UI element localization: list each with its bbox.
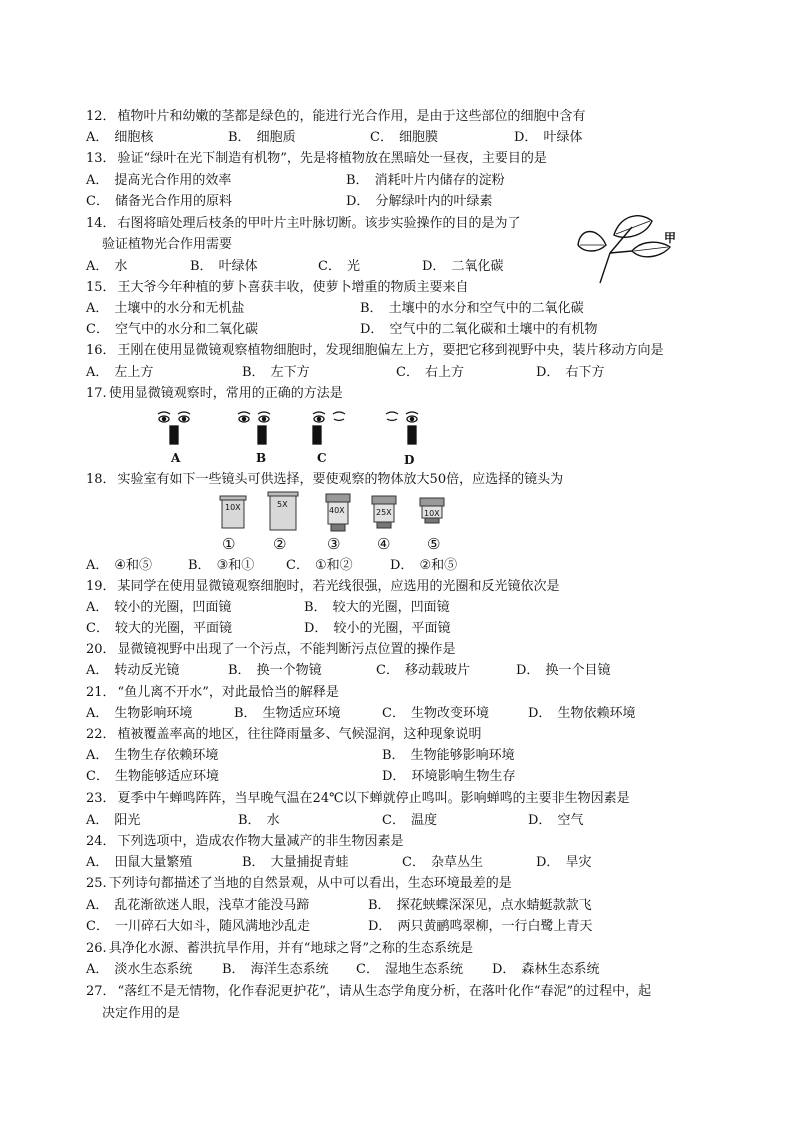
option-c[interactable]: C． 较大的光圈，平面镜 <box>86 621 232 636</box>
option-a[interactable]: A． 阳光 <box>86 813 141 828</box>
question-12: 12． 植物叶片和幼嫩的茎都是绿色的，能进行光合作用，是由于这些部位的细胞中含有 <box>86 109 586 124</box>
option-a[interactable]: A． 生物生存依赖环境 <box>86 748 219 763</box>
lens-4-mark: 25X <box>376 508 392 517</box>
lens-2-mark: 5X <box>277 500 288 509</box>
option-d[interactable]: D． 空气 <box>528 813 584 828</box>
option-d[interactable]: D． 森林生态系统 <box>492 962 600 977</box>
question-16: 16． 王刚在使用显微镜观察植物细胞时，发现细胞偏左上方，要把它移到视野中央，装片移动方向是 <box>86 343 664 358</box>
lens-5-mark: 10X <box>424 509 440 518</box>
lens-1-mark: 10X <box>225 503 241 512</box>
option-c[interactable]: C． 移动载玻片 <box>376 663 470 678</box>
option-b[interactable]: B． 生物适应环境 <box>234 706 341 721</box>
option-a[interactable]: A． 田鼠大量繁殖 <box>86 855 193 870</box>
question-19: 19． 某同学在使用显微镜观察细胞时，若光线很强，应选用的光圈和反光镜依次是 <box>86 579 560 594</box>
option-a[interactable]: A． 淡水生态系统 <box>86 962 193 977</box>
option-c[interactable]: C． 生物能够适应环境 <box>86 769 219 784</box>
option-d[interactable]: D． 两只黄鹂鸣翠柳，一行白鹭上青天 <box>368 919 593 934</box>
option-a[interactable]: A． 转动反光镜 <box>86 663 180 678</box>
question-14: 14． 右图将暗处理后枝条的甲叶片主叶脉切断。该步实验操作的目的是为了 <box>86 216 521 231</box>
option-b[interactable]: B． 叶绿体 <box>190 259 258 274</box>
option-d[interactable]: D． 右下方 <box>536 365 605 380</box>
option-c[interactable]: C． 空气中的水分和二氧化碳 <box>86 322 258 337</box>
option-a[interactable]: A． 提高光合作用的效率 <box>86 173 232 188</box>
option-a[interactable]: A． ④和⑤ <box>86 558 153 573</box>
question-20: 20． 显微镜视野中出现了一个污点，不能判断污点位置的操作是 <box>86 642 456 657</box>
option-b[interactable]: B． 细胞质 <box>228 130 296 145</box>
question-26: 26. 具净化水源、蓄洪抗旱作用，并有“地球之肾”之称的生态系统是 <box>86 941 473 956</box>
eyes-option-c <box>313 412 345 444</box>
eyes-eyepiece-figure <box>150 408 450 452</box>
option-b[interactable]: B． 生物能够影响环境 <box>382 748 515 763</box>
option-d[interactable]: D． 分解绿叶内的叶绿素 <box>346 194 493 209</box>
option-a[interactable]: A． 乱花渐欲迷人眼，浅草才能没马蹄 <box>86 898 310 913</box>
eyes-option-a <box>158 412 190 444</box>
question-15: 15． 王大爷今年种植的萝卜喜获丰收，使萝卜增重的物质主要来自 <box>86 280 469 295</box>
option-b[interactable]: B． 海洋生态系统 <box>222 962 329 977</box>
option-a[interactable]: A． 生物影响环境 <box>86 706 193 721</box>
question-14-cont: 验证植物光合作用需要 <box>102 237 233 252</box>
eyes-option-b <box>238 412 270 444</box>
option-b[interactable]: B． 大量捕捉青蛙 <box>242 855 349 870</box>
fig17-label-b: B <box>256 451 267 465</box>
option-c[interactable]: C． 杂草丛生 <box>402 855 483 870</box>
option-d[interactable]: D． 二氧化碳 <box>422 259 504 274</box>
fig14-label: 甲 <box>664 231 677 245</box>
option-d[interactable]: D． 叶绿体 <box>514 130 583 145</box>
option-a[interactable]: A． 细胞核 <box>86 130 154 145</box>
option-d[interactable]: D． 旱灾 <box>536 855 592 870</box>
option-d[interactable]: D． 空气中的二氧化碳和土壤中的有机物 <box>360 322 598 337</box>
option-a[interactable]: A． 土壤中的水分和无机盐 <box>86 301 245 316</box>
option-c[interactable]: C． ①和② <box>286 558 353 573</box>
option-c[interactable]: C． 储备光合作用的原料 <box>86 194 232 209</box>
option-b[interactable]: B． ③和① <box>188 558 255 573</box>
option-a[interactable]: A． 较小的光圈，凹面镜 <box>86 600 232 615</box>
question-17: 17. 使用显微镜观察时，常用的正确的方法是 <box>86 386 343 401</box>
fig17-label-d: D <box>404 453 415 467</box>
option-b[interactable]: B． 较大的光圈，凹面镜 <box>304 600 450 615</box>
option-d[interactable]: D． 生物依赖环境 <box>528 706 636 721</box>
option-d[interactable]: D． 环境影响生物生存 <box>382 769 516 784</box>
option-c[interactable]: C． 温度 <box>382 813 437 828</box>
option-d[interactable]: D． ②和⑤ <box>390 558 458 573</box>
option-b[interactable]: B． 土壤中的水分和空气中的二氧化碳 <box>360 301 584 316</box>
option-b[interactable]: B． 水 <box>238 813 280 828</box>
lens-3-mark: 40X <box>329 506 345 515</box>
question-23: 23． 夏季中午蝉鸣阵阵，当早晚气温在24℃以下蝉就停止鸣叫。影响蝉鸣的主要非生物因素是 <box>86 791 630 806</box>
option-b[interactable]: B． 消耗叶片内储存的淀粉 <box>346 173 505 188</box>
question-21: 21． “鱼儿离不开水”，对此最恰当的解释是 <box>86 685 339 700</box>
lens-4-num: ④ <box>377 535 391 553</box>
fig17-label-c: C <box>317 451 327 465</box>
question-24: 24． 下列选项中，造成农作物大量减产的非生物因素是 <box>86 834 404 849</box>
question-27-cont: 决定作用的是 <box>102 1006 181 1021</box>
option-c[interactable]: C． 湿地生态系统 <box>356 962 463 977</box>
option-c[interactable]: C． 一川碎石大如斗，随风满地沙乱走 <box>86 919 310 934</box>
option-d[interactable]: D． 较小的光圈，平面镜 <box>304 621 451 636</box>
question-22: 22． 植被覆盖率高的地区，往往降雨量多、气候湿润，这种现象说明 <box>86 727 482 742</box>
question-18: 18． 实验室有如下一些镜头可供选择，要使观察的物体放大50倍，应选择的镜头为 <box>86 472 564 487</box>
fig17-label-a: A <box>171 451 181 465</box>
option-c[interactable]: C． 光 <box>318 259 360 274</box>
option-c[interactable]: C． 生物改变环境 <box>382 706 489 721</box>
option-b[interactable]: B． 换一个物镜 <box>228 663 322 678</box>
lens-5-num: ⑤ <box>427 535 441 553</box>
question-13: 13． 验证“绿叶在光下制造有机物”，先是将植物放在黑暗处一昼夜，主要目的是 <box>86 151 547 166</box>
option-d[interactable]: D． 换一个目镜 <box>516 663 611 678</box>
option-b[interactable]: B． 左下方 <box>242 365 310 380</box>
question-25: 25. 下列诗句都描述了当地的自然景观，从中可以看出，生态环境最差的是 <box>86 876 512 891</box>
option-b[interactable]: B． 探花蛱蝶深深见，点水蜻蜓款款飞 <box>368 898 592 913</box>
question-27: 27． “落红不是无情物，化作春泥更护花”，请从生态学角度分析，在落叶化作“春泥”的过程中，起 <box>86 984 652 999</box>
eyes-option-d <box>386 412 418 444</box>
option-a[interactable]: A． 水 <box>86 259 128 274</box>
lens-1-num: ① <box>222 535 236 553</box>
option-c[interactable]: C． 右上方 <box>396 365 464 380</box>
lens-2-num: ② <box>273 535 287 553</box>
option-c[interactable]: C． 细胞膜 <box>370 130 438 145</box>
option-a[interactable]: A． 左上方 <box>86 365 154 380</box>
lens-3-num: ③ <box>327 535 341 553</box>
